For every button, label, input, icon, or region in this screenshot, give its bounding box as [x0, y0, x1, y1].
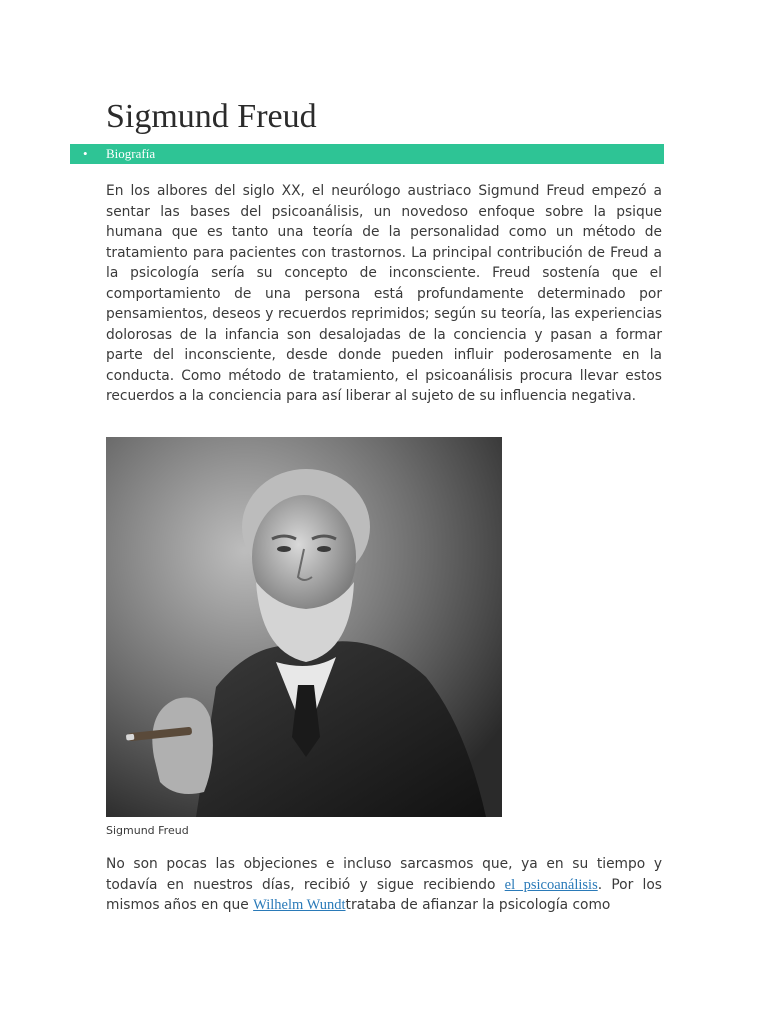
paragraph-intro: En los albores del siglo XX, el neurólogo austriaco Sigmund Freud empezó a sentar las bases del psicoanálisis, un novedoso enfoque sobre la psique humana que es tanto una teoría de la personalidad como un método de tratamiento para pacientes con trastornos. La principal contribución de Freud a la psicología sería su concepto de inconsciente. Freud sostenía que el comportamiento de una persona está profundamente determinado por pensamientos, deseos y recuerdos reprimidos; según su teoría, las experiencias dolorosas de la infancia son desalojadas de la conciencia y pasan a formar parte del inconsciente, desde donde pueden influir poderosamente en la conducta. Como método de tratamiento, el psicoanálisis procura llevar estos recuerdos a la conciencia para así liberar al sujeto de su influencia negativa. [106, 183, 662, 404]
paragraph-text: trataba de afianzar la psicología como [345, 897, 611, 913]
portrait-photo [106, 437, 502, 817]
image-caption: Sigmund Freud [106, 824, 189, 837]
page-title: Sigmund Freud [106, 98, 317, 135]
section-header-biografia [70, 144, 664, 164]
link-psicoanalisis[interactable]: el psicoanálisis [504, 876, 598, 893]
paragraph-text: . Por los mismos años en que [106, 876, 662, 913]
paragraph-text: No son pocas las objeciones e incluso sarcasmos que, ya en su tiempo y todavía en nuestros días, recibió y sigue recibiendo [106, 856, 662, 893]
paragraph-objections [106, 854, 662, 916]
bullet-icon: • [83, 146, 88, 161]
link-wilhelm-wundt[interactable]: Wilhelm Wundt [253, 897, 346, 913]
section-label: Biografía [106, 146, 156, 161]
portrait-image [106, 437, 502, 817]
